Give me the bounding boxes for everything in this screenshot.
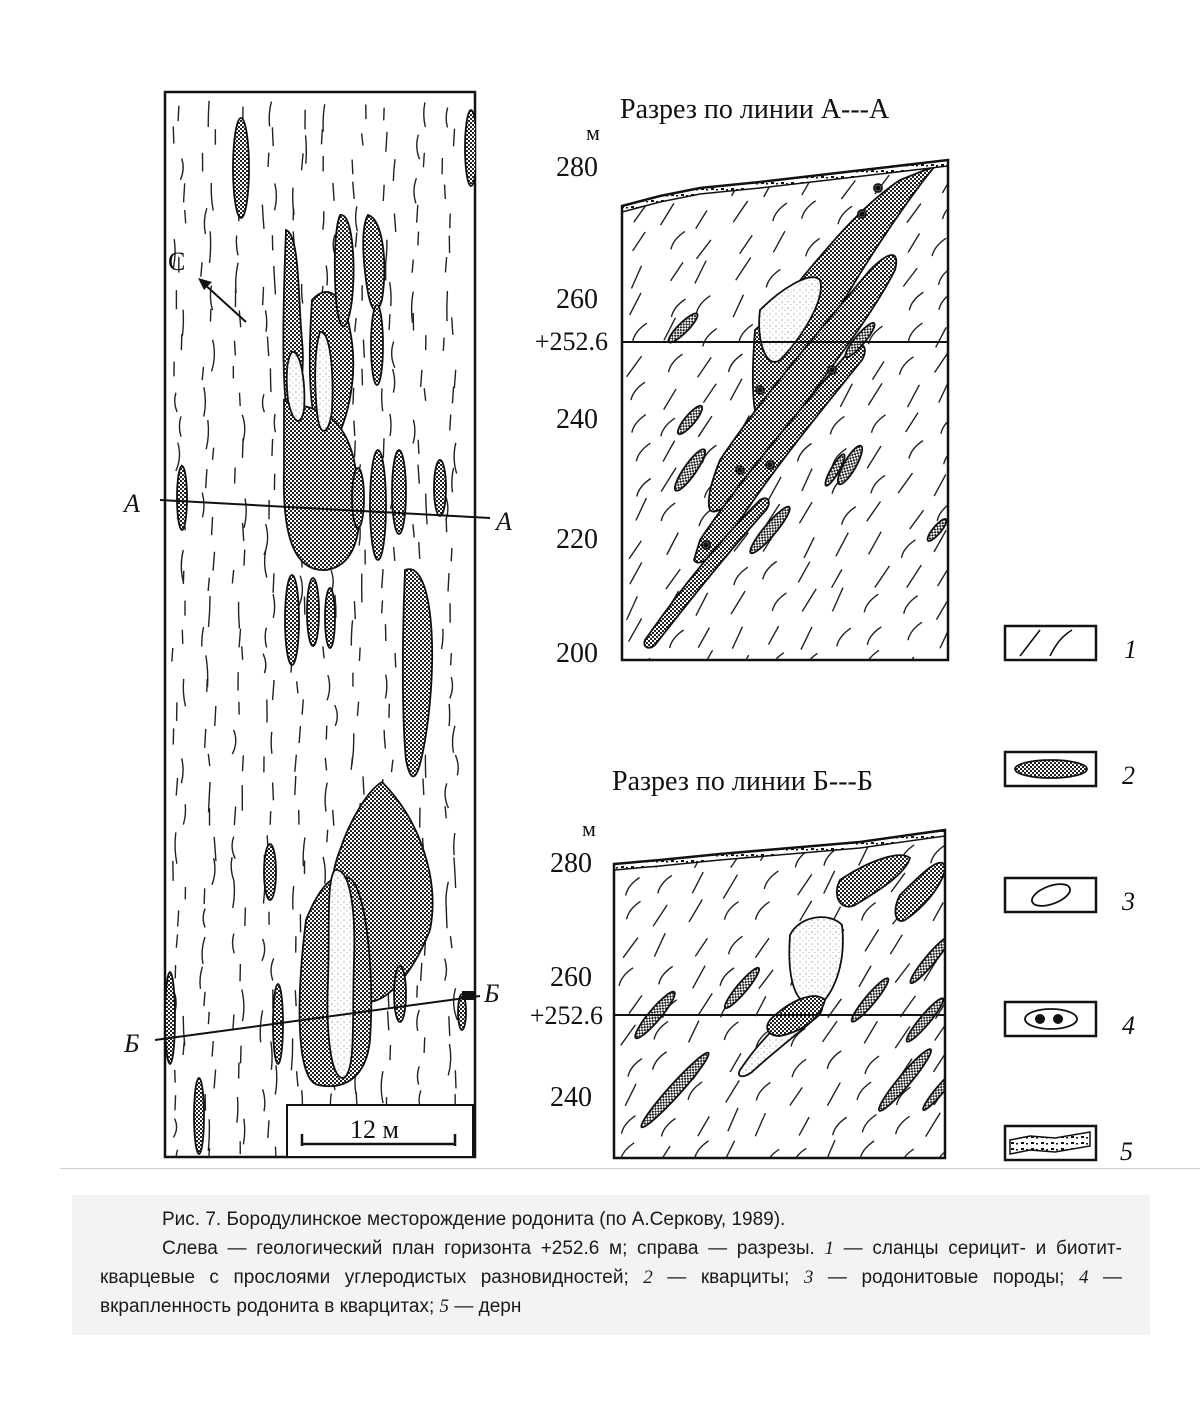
section-a-horizon-label: +252.6 xyxy=(534,327,608,356)
legend-item-disseminated xyxy=(1005,1002,1135,1040)
legend-label-4: 4 xyxy=(1122,1011,1135,1040)
section-a-tick-260: 260 xyxy=(556,284,598,315)
caption-intro: Слева — геологический план горизонта +252.6 м; справа — разрезы. xyxy=(162,1238,825,1259)
section-a-tick-240: 240 xyxy=(556,404,598,435)
section-b-axis xyxy=(530,848,603,1113)
section-a-tick-280: 280 xyxy=(556,152,598,183)
caption-title: Рис. 7. Бородулинское месторождение родонита (по А.Серкову, 1989). xyxy=(162,1209,786,1230)
section-b-tick-240: 240 xyxy=(550,1082,592,1113)
caption-text-2: — кварциты; xyxy=(652,1267,804,1288)
caption-num-2: 2 xyxy=(643,1267,653,1288)
figure-caption xyxy=(72,1195,1150,1335)
section-b-tick-260: 260 xyxy=(550,962,592,993)
legend-label-1: 1 xyxy=(1124,635,1137,664)
scale-bar xyxy=(287,1105,473,1157)
section-a-tick-200: 200 xyxy=(556,638,598,669)
caption-text-3: — родонитовые породы; xyxy=(813,1267,1079,1288)
section-a-quartzite-bodies xyxy=(644,166,949,648)
section-a xyxy=(535,94,958,680)
legend-label-5: 5 xyxy=(1120,1137,1133,1166)
section-a-right-label: А xyxy=(496,507,512,536)
legend-item-sod xyxy=(1005,1126,1133,1166)
section-b-quartzite-bodies xyxy=(631,855,960,1131)
caption-text-1: — сланцы серицит- и биотит-кварцевые с прослоями углеродистых разновидностей; xyxy=(100,1238,1122,1288)
caption-num-1: 1 xyxy=(824,1238,834,1259)
section-a-title: Разрез по линии А---А xyxy=(620,94,890,125)
legend-label-2: 2 xyxy=(1122,761,1135,790)
section-b-horizon-label: +252.6 xyxy=(529,1001,603,1030)
section-a-axis xyxy=(535,152,608,669)
section-b xyxy=(530,766,960,1167)
section-b-right-label: Б xyxy=(484,979,500,1008)
geological-plan xyxy=(122,92,512,1170)
section-a-left-label: А xyxy=(124,489,140,518)
caption-text-5: — дерн xyxy=(449,1296,522,1317)
section-b-tick-280: 280 xyxy=(550,848,592,879)
section-a-tick-220: 220 xyxy=(556,524,598,555)
section-b-title: Разрез по линии Б---Б xyxy=(612,766,873,797)
section-a-unit: м xyxy=(586,120,600,145)
section-b-marker xyxy=(462,991,474,1000)
legend-item-schist xyxy=(1005,626,1137,664)
section-b-left-label: Б xyxy=(124,1029,140,1058)
section-b-unit: м xyxy=(582,816,596,841)
legend xyxy=(1005,626,1137,1166)
legend-label-3: 3 xyxy=(1122,887,1135,916)
caption-num-5: 5 xyxy=(439,1296,450,1317)
caption-body xyxy=(100,1234,1122,1321)
north-label: С xyxy=(168,247,186,276)
legend-item-rhodonite xyxy=(1005,878,1135,916)
separator-line xyxy=(60,1168,1200,1169)
caption-num-4: 4 xyxy=(1078,1267,1089,1288)
scale-label: 12 м xyxy=(350,1115,399,1144)
caption-text-4: — вкрапленность родонита в кварцитах; xyxy=(100,1267,1123,1317)
caption-num-3: 3 xyxy=(803,1267,814,1288)
legend-item-quartzite xyxy=(1005,752,1135,790)
